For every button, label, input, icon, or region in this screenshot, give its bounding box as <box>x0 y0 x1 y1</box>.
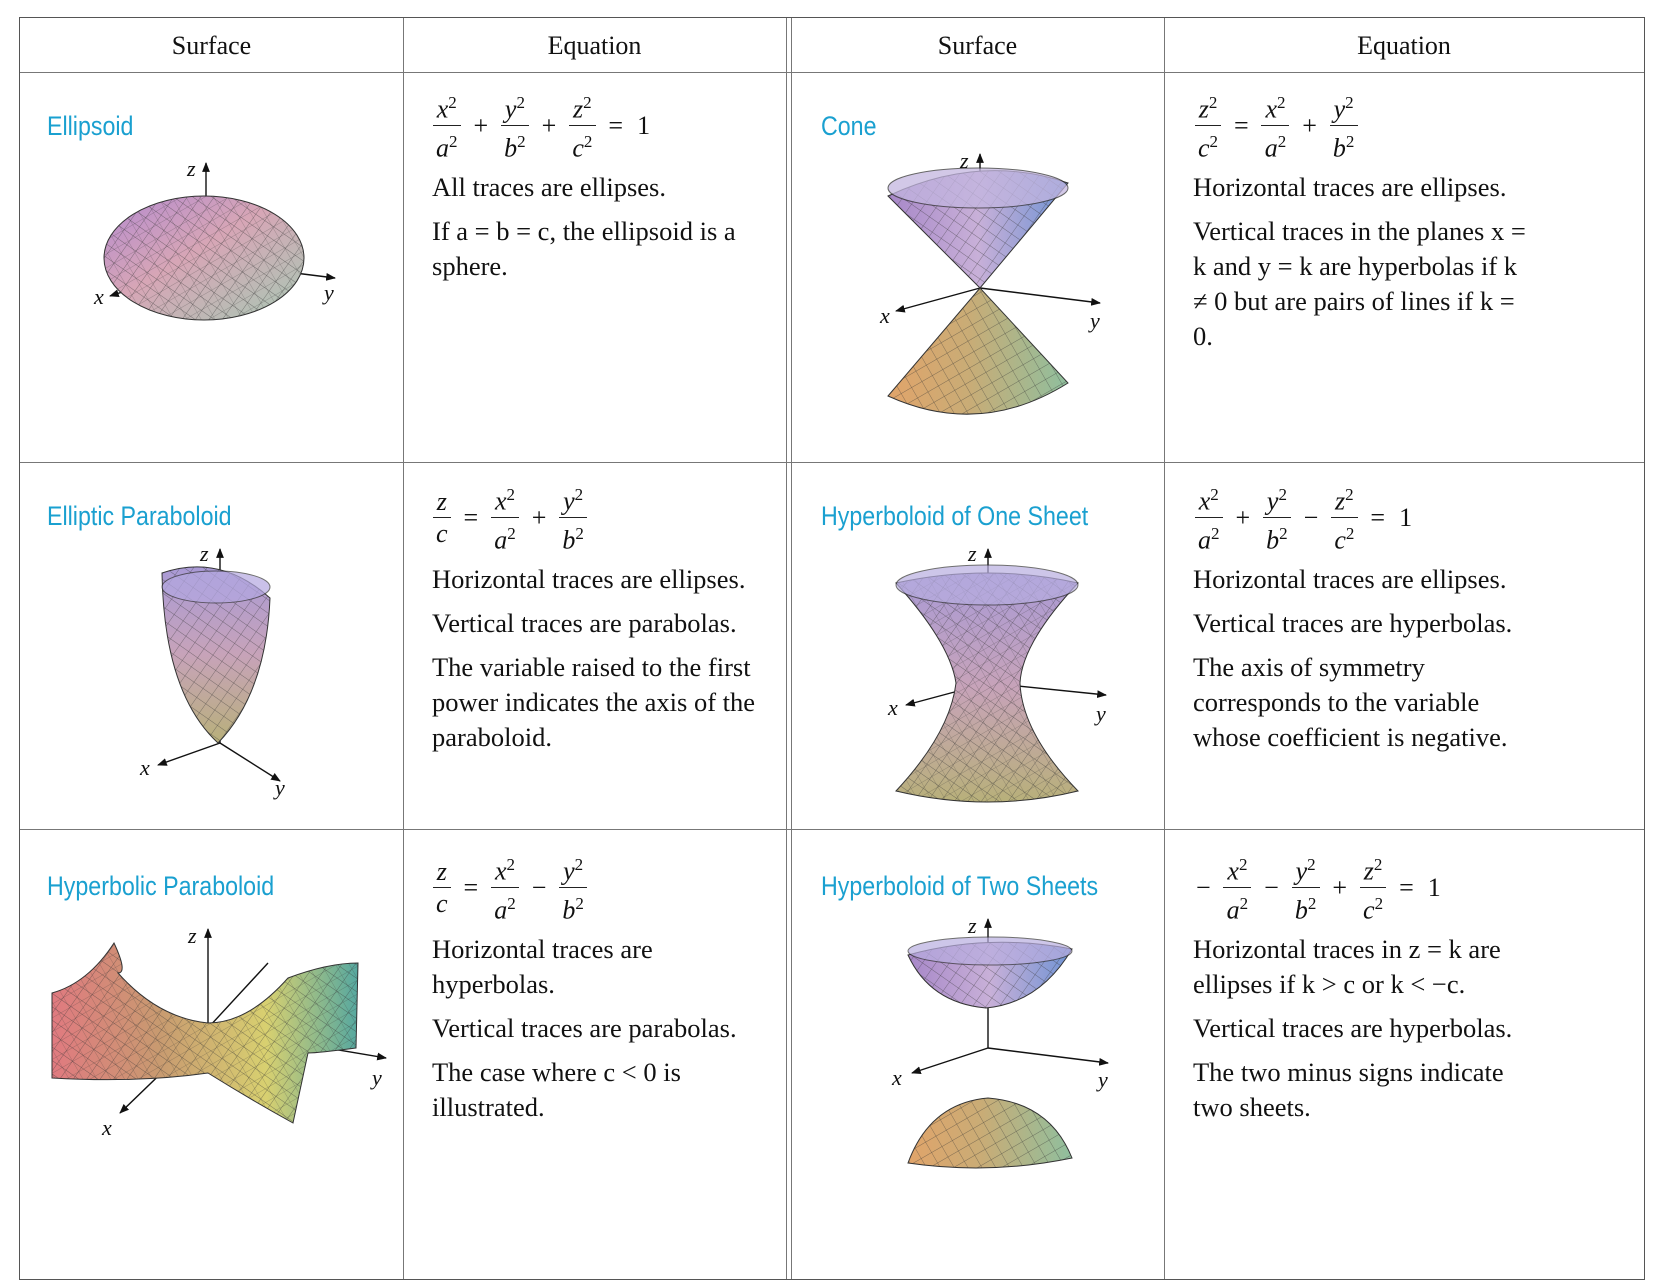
equation-cone: $\frac{z^2}{c^2}$ = $\frac{x^2}{a^2}$ + $\frac{y^2}{b^2}$ <box>1192 88 1360 164</box>
hyperboloid-one-sheet-figure <box>880 543 1140 803</box>
svg-text:y: y <box>1098 1067 1108 1092</box>
svg-text:y: y <box>324 280 334 305</box>
svg-text:x: x <box>892 1065 902 1090</box>
column-divider <box>791 18 792 1279</box>
svg-text:x: x <box>102 1115 112 1140</box>
description-hyperbolic-paraboloid: Horizontal traces are hyperbolas. Vertical traces are parabolas. The case where c < 0 is illustrated. <box>432 934 737 1122</box>
ellipsoid-figure <box>80 158 380 328</box>
description-ellipsoid: All traces are ellipses. If a = b = c, the ellipsoid is a sphere. <box>432 172 736 281</box>
svg-text:z: z <box>188 923 197 948</box>
surface-name-ellipsoid: Ellipsoid <box>47 111 134 141</box>
svg-text:x: x <box>94 284 104 309</box>
equation-hyperboloid-two-sheets: − $\frac{x^2}{a^2}$ − $\frac{y^2}{b^2}$ + $\frac{z^2}{c^2}$ = 1 <box>1192 850 1445 926</box>
elliptic-paraboloid-figure <box>130 543 330 803</box>
row-divider <box>20 72 1644 73</box>
header-equation-left: Equation <box>547 31 642 60</box>
svg-text:z: z <box>968 541 977 566</box>
column-divider <box>786 18 787 1279</box>
column-divider <box>1164 18 1165 1279</box>
svg-text:z: z <box>960 148 969 173</box>
svg-text:x: x <box>888 695 898 720</box>
svg-text:z: z <box>187 156 196 181</box>
description-hyperboloid-two-sheets: Horizontal traces in z = k are ellipses if k > c or k < −c. Vertical traces are hyperbolas. The two minus signs indicate two sheets. <box>1193 934 1513 1122</box>
surface-name-elliptic-paraboloid: Elliptic Paraboloid <box>47 501 232 531</box>
svg-text:z: z <box>200 541 209 566</box>
surface-name-hyperboloid-two-sheets: Hyperboloid of Two Sheets <box>821 871 1099 901</box>
cone-figure <box>870 148 1130 428</box>
equation-ellipsoid: $x^2$ $a^2$ + $\frac{y^2}{b^2}$ + $\frac{z^2}{c^2}$ = 1 <box>430 88 654 164</box>
header-surface-right: Surface <box>937 31 1018 60</box>
description-hyperboloid-one-sheet: Horizontal traces are ellipses. Vertical traces are hyperbolas. The axis of symmetry corresponds to the variable whose coefficient is negative. <box>1193 564 1513 752</box>
surface-name-hyperboloid-one-sheet: Hyperboloid of One Sheet <box>821 501 1089 531</box>
header-surface-left: Surface <box>171 31 252 60</box>
svg-text:x: x <box>880 303 890 328</box>
svg-text:y: y <box>1090 308 1100 333</box>
svg-text:z: z <box>968 913 977 938</box>
row-divider <box>20 462 1644 463</box>
description-cone: Horizontal traces are ellipses. Vertical traces in the planes x = k and y = k are hyperbolas if k ≠ 0 but are pairs of lines if k = 0. <box>1193 172 1526 351</box>
quadric-surfaces-table <box>19 17 1645 1280</box>
row-divider <box>20 829 1644 830</box>
svg-text:y: y <box>1096 701 1106 726</box>
surface-name-hyperbolic-paraboloid: Hyperbolic Paraboloid <box>47 871 275 901</box>
header-equation-right: Equation <box>1357 31 1451 60</box>
equation-hyperbolic-paraboloid: $\frac{z}{c}$ = $\frac{x^2}{a^2}$ − $\frac{y^2}{b^2}$ <box>430 850 590 926</box>
hyperbolic-paraboloid-figure <box>48 923 408 1163</box>
hyperboloid-two-sheets-figure <box>890 913 1150 1183</box>
svg-text:y: y <box>372 1065 382 1090</box>
equation-hyperboloid-one-sheet: $x^2$ $a^2$ + $\frac{y^2}{b^2}$ − $\frac{z^2}{c^2}$ = 1 <box>1192 480 1416 556</box>
svg-text:x: x <box>140 755 150 780</box>
svg-text:y: y <box>275 775 285 800</box>
equation-elliptic-paraboloid: $\frac{z}{c}$ = $\frac{x^2}{a^2}$ + $\frac{y^2}{b^2}$ <box>430 480 590 556</box>
description-elliptic-paraboloid: Horizontal traces are ellipses. Vertical traces are parabolas. The variable raised to the first power indicates the axis of the paraboloid. <box>432 564 756 752</box>
surface-name-cone: Cone <box>821 111 877 141</box>
